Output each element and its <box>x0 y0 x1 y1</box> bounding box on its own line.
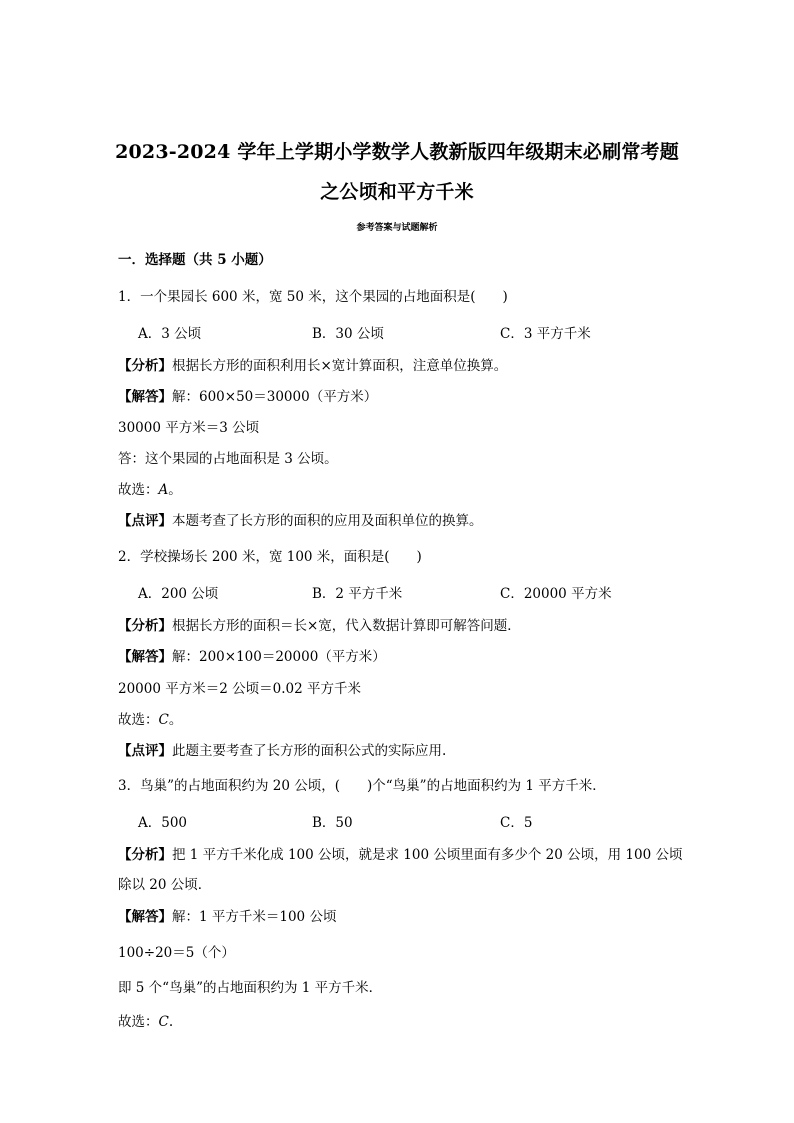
q1-option-b: B．30 公顷 <box>312 326 384 342</box>
q1-choice-letter: A <box>158 482 169 498</box>
q2-comment <box>118 739 446 759</box>
q2-choice <box>118 708 182 728</box>
analysis-tag: 【分析】 <box>118 847 172 863</box>
q3-answer <box>118 905 336 925</box>
q3-choice-letter: C <box>158 1014 169 1030</box>
q1-comment-text: 本题考查了长方形的面积的应用及面积单位的换算。 <box>172 513 483 529</box>
answer-tag: 【解答】 <box>118 649 172 665</box>
answer-tag: 【解答】 <box>118 909 172 925</box>
q1-answer <box>118 385 377 405</box>
q1-option-c: C．3 平方千米 <box>500 326 591 342</box>
q2-answer <box>118 645 386 665</box>
analysis-tag: 【分析】 <box>118 618 172 634</box>
section-heading: 一．选择题（共 5 小题） <box>118 252 272 268</box>
q2-option-b: B．2 平方千米 <box>312 586 403 602</box>
choice-suffix: 。 <box>168 482 182 498</box>
q2-step-2: 20000 平方米＝2 公顷＝0.02 平方千米 <box>118 681 361 697</box>
q1-answer-text: 解：600×50＝30000（平方米） <box>172 389 378 405</box>
q1-option-a: A．3 公顷 <box>138 326 202 342</box>
q3-step-2: 100÷20＝5（个） <box>118 945 235 961</box>
q1-reply: 答：这个果园的占地面积是 3 公顷。 <box>118 451 338 467</box>
q2-choice-letter: C <box>158 712 169 728</box>
q1-step-2: 30000 平方米＝3 公顷 <box>118 420 260 436</box>
q2-analysis <box>118 614 521 634</box>
q2-stem: 2．学校操场长 200 米，宽 100 米，面积是( ) <box>118 549 422 565</box>
choice-prefix: 故选： <box>118 1014 159 1030</box>
q3-option-b: B．50 <box>312 815 353 831</box>
q1-analysis <box>118 354 507 374</box>
answer-tag: 【解答】 <box>118 389 172 405</box>
q3-option-c: C．5 <box>500 815 533 831</box>
q2-comment-text: 此题主要考查了长方形的面积公式的实际应用. <box>172 743 447 759</box>
q1-comment <box>118 509 483 529</box>
q3-stem: 3．鸟巢”的占地面积约为 20 公顷，( )个“鸟巢”的占地面积约为 1 平方千米． <box>118 778 606 794</box>
q3-option-a: A．500 <box>138 815 188 831</box>
q2-analysis-text: 根据长方形的面积＝长×宽，代入数据计算即可解答问题． <box>172 618 521 634</box>
q1-choice <box>118 478 182 498</box>
page-title-line-2: 之公顷和平方千米 <box>320 181 474 203</box>
q2-option-c: C．20000 平方米 <box>500 586 612 602</box>
analysis-tag: 【分析】 <box>118 358 172 374</box>
q3-answer-text: 解：1 平方千米＝100 公顷 <box>172 909 337 925</box>
page-title-line-1: 2023-2024 学年上学期小学数学人教新版四年级期末必刷常考题 <box>115 141 679 163</box>
q3-analysis <box>118 843 682 863</box>
comment-tag: 【点评】 <box>118 513 172 529</box>
q1-stem: 1．一个果园长 600 米，宽 50 米，这个果园的占地面积是( ) <box>118 289 508 305</box>
q2-answer-text: 解：200×100＝20000（平方米） <box>172 649 386 665</box>
choice-suffix: 。 <box>168 712 183 728</box>
choice-suffix: . <box>168 1014 174 1030</box>
q3-analysis-cont: 除以 20 公顷． <box>118 877 212 893</box>
q3-step-3: 即 5 个“鸟巢”的占地面积约为 1 平方千米． <box>118 980 383 996</box>
q1-analysis-text: 根据长方形的面积利用长×宽计算面积，注意单位换算。 <box>172 358 508 374</box>
comment-tag: 【点评】 <box>118 743 172 759</box>
choice-prefix: 故选： <box>118 482 159 498</box>
page-subtitle: 参考答案与试题解析 <box>356 223 438 233</box>
q2-option-a: A．200 公顷 <box>138 586 219 602</box>
choice-prefix: 故选： <box>118 712 159 728</box>
q3-choice <box>118 1010 173 1030</box>
q3-analysis-text: 把 1 平方千米化成 100 公顷，就是求 100 公顷里面有多少个 20 公顷，用 100 公顷 <box>172 847 683 863</box>
